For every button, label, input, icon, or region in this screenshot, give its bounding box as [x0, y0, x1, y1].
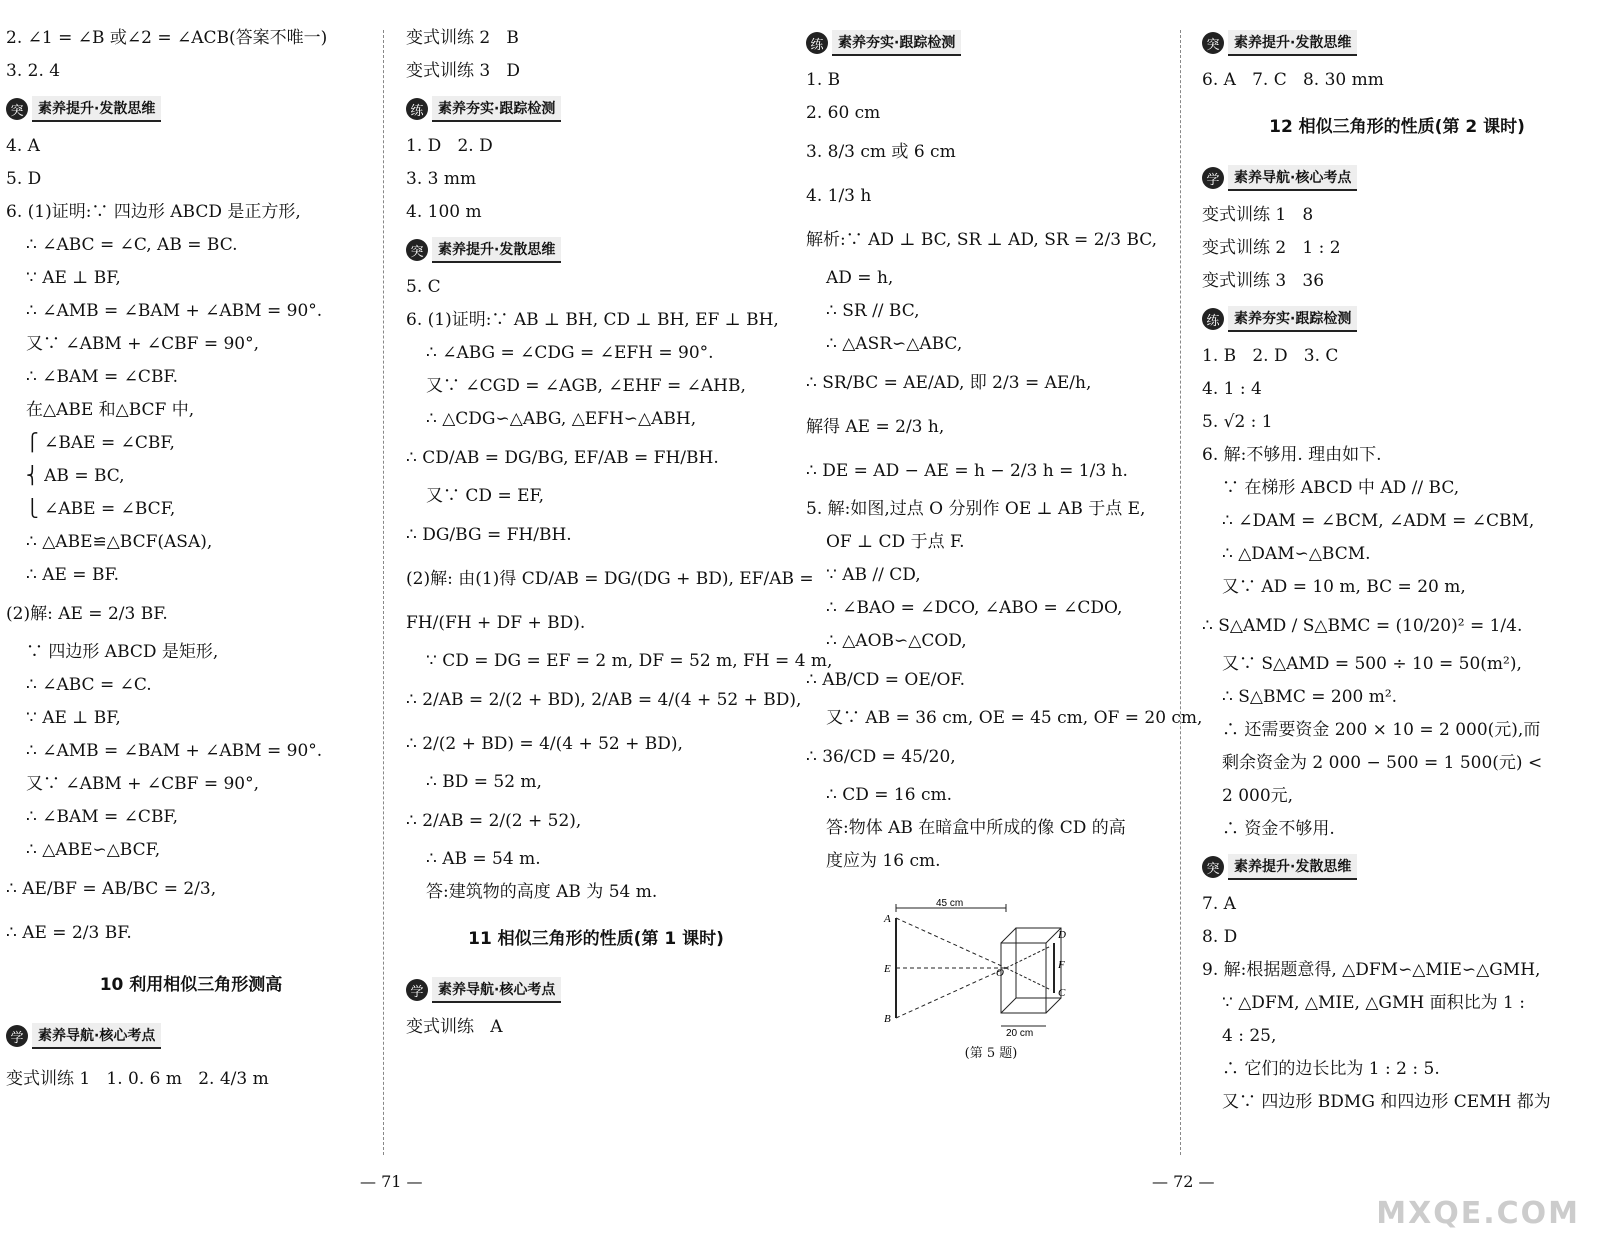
answer-line: 又∵ AB = 36 cm, OE = 45 cm, OF = 20 cm, [826, 708, 1203, 728]
answer-line: 答:物体 AB 在暗盒中所成的像 CD 的高 [826, 818, 1126, 838]
point-label: E [884, 963, 891, 975]
answer-line: ∴ 还需要资金 200 × 10 = 2 000(元),而 [1222, 720, 1541, 740]
section-header [1202, 26, 1592, 60]
answer-line: ∴ ∠BAO = ∠DCO, ∠ABO = ∠CDO, [826, 598, 1123, 618]
answer-line: 4 : 25, [1222, 1026, 1277, 1046]
answer-line: 又∵ S△AMD = 500 ÷ 10 = 50(m²), [1222, 654, 1522, 674]
answer-line: 解得 AE = 2/3 h, [806, 417, 945, 437]
answer-line: ∴ S△AMD / S△BMC = (10/20)² = 1/4. [1202, 616, 1523, 636]
answer-line: FH/(FH + DF + BD). [406, 613, 586, 633]
answer-line: 2 000元, [1222, 786, 1294, 806]
section-header [1202, 850, 1592, 884]
answer-line: ∴ AE/BF = AB/BC = 2/3, [6, 879, 217, 899]
answer-line: ∵ AE ⊥ BF, [26, 268, 121, 288]
answer-line: 6. (1)证明:∵ 四边形 ABCD 是正方形, [6, 202, 301, 222]
answer-line: AD = h, [826, 268, 894, 288]
section-header-label: 素养夯实·跟踪检测 [1228, 306, 1357, 332]
column-divider [383, 30, 385, 1155]
section-badge-icon: 突 [6, 98, 28, 120]
answer-line: ∴ 它们的边长比为 1 : 2 : 5. [1222, 1059, 1440, 1079]
answer-line: 4. 1/3 h [806, 186, 872, 206]
answer-line: 解析:∵ AD ⊥ BC, SR ⊥ AD, SR = 2/3 BC, [806, 230, 1158, 250]
answer-line: ∴ DG/BG = FH/BH. [406, 525, 572, 545]
section-header-label: 素养提升·发散思维 [432, 237, 561, 263]
answer-line: ∴ △ABE≌△BCF(ASA), [26, 532, 213, 552]
answer-line: 2. ∠1 = ∠B 或∠2 = ∠ACB(答案不唯一) [6, 28, 328, 48]
answer-line: ∴ ∠DAM = ∠BCM, ∠ADM = ∠CBM, [1222, 511, 1535, 531]
column-3 [806, 22, 1203, 878]
answer-line: ⎩ ∠ABE = ∠BCF, [26, 499, 176, 519]
point-label: A [884, 913, 891, 925]
answer-line: ∴ 2/AB = 2/(2 + BD), 2/AB = 4/(4 + 52 + BD), [406, 690, 802, 710]
answer-line: ∴ AE = 2/3 BF. [6, 923, 132, 943]
section-header-label: 素养夯实·跟踪检测 [832, 30, 961, 56]
answer-line: ∴ S△BMC = 200 m². [1222, 687, 1398, 707]
answer-line: 5. 解:如图,过点 O 分别作 OE ⊥ AB 于点 E, [806, 499, 1146, 519]
answer-line: 4. A [6, 136, 40, 156]
section-header [406, 973, 786, 1007]
section-badge-icon: 突 [1202, 856, 1224, 878]
watermark: MXQE.COM [1376, 1196, 1580, 1231]
answer-line: ∴ ∠BAM = ∠CBF. [26, 367, 178, 387]
answer-line: ∴ SR // BC, [826, 301, 920, 321]
section-badge-icon: 突 [406, 239, 428, 261]
page-number-right: — 72 — [1152, 1172, 1215, 1191]
answer-line: 又∵ CD = EF, [426, 486, 545, 506]
answer-line: 9. 解:根据题意得, △DFM∽△MIE∽△GMH, [1202, 960, 1541, 980]
section-header-label: 素养提升·发散思维 [1228, 854, 1357, 880]
section-header-label: 素养夯实·跟踪检测 [432, 96, 561, 122]
answer-line: 又∵ AD = 10 m, BC = 20 m, [1222, 577, 1466, 597]
answer-line: ∴ ∠ABG = ∠CDG = ∠EFH = 90°. [426, 343, 714, 363]
answer-line: 4. 100 m [406, 202, 482, 222]
answer-line: ∴ AB/CD = OE/OF. [806, 670, 965, 690]
answer-line: 8. D [1202, 927, 1238, 947]
section-badge-icon: 学 [406, 979, 428, 1001]
figure-5 [806, 888, 1176, 1061]
answer-line: 变式训练 2 B [406, 28, 519, 48]
answer-line: ∴ BD = 52 m, [426, 772, 542, 792]
answer-line: 3. 3 mm [406, 169, 477, 189]
answer-line: 度应为 16 cm. [826, 851, 941, 871]
answer-line: ∴ 36/CD = 45/20, [806, 747, 956, 767]
answer-line: 6. (1)证明:∵ AB ⊥ BH, CD ⊥ BH, EF ⊥ BH, [406, 310, 779, 330]
answer-line: 3. 8/3 cm 或 6 cm [806, 142, 956, 162]
figure-caption: (第 5 题) [964, 1046, 1018, 1061]
answer-line: 在△ABE 和△BCF 中, [26, 400, 195, 420]
answer-line: ∴ ∠ABC = ∠C. [26, 675, 152, 695]
answer-line: ∴ ∠BAM = ∠CBF, [26, 807, 178, 827]
answer-line: 2. 60 cm [806, 103, 881, 123]
answer-line: 又∵ ∠ABM + ∠CBF = 90°, [26, 774, 260, 794]
answer-line: ∴ 2/(2 + BD) = 4/(4 + 52 + BD), [406, 734, 683, 754]
dimension-label: 45 cm [936, 898, 964, 909]
answer-line: ∴ AE = BF. [26, 565, 120, 585]
answer-line: ∴ △ASR∽△ABC, [826, 334, 963, 354]
section-badge-icon: 学 [1202, 167, 1224, 189]
answer-line: 变式训练 A [406, 1017, 503, 1037]
answer-line: 剩余资金为 2 000 − 500 = 1 500(元) < [1222, 753, 1543, 773]
section-badge-icon: 学 [6, 1025, 28, 1047]
section-header-label: 素养导航·核心考点 [32, 1023, 161, 1049]
answer-line: ⎧ ∠BAE = ∠CBF, [26, 433, 175, 453]
section-header-label: 素养提升·发散思维 [1228, 30, 1357, 56]
answer-line: 1. B 2. D 3. C [1202, 346, 1339, 366]
answer-line: ∵ △DFM, △MIE, △GMH 面积比为 1 : [1222, 993, 1525, 1013]
point-label: B [884, 1013, 891, 1025]
answer-line: 1. D 2. D [406, 136, 493, 156]
answer-line: ∴ 2/AB = 2/(2 + 52), [406, 811, 582, 831]
answer-line: 变式训练 3 36 [1202, 271, 1325, 291]
answer-line: ∴ △AOB∽△COD, [826, 631, 967, 651]
answer-line: ∴ CD/AB = DG/BG, EF/AB = FH/BH. [406, 448, 719, 468]
answer-line: ∴ CD = 16 cm. [826, 785, 952, 805]
column-4 [1202, 22, 1592, 1119]
answer-line: ∵ AB // CD, [826, 565, 921, 585]
answer-line: 5. D [6, 169, 42, 189]
answer-line: ∵ 四边形 ABCD 是矩形, [26, 642, 219, 662]
answer-line: 7. A [1202, 894, 1236, 914]
lesson-title: 10 利用相似三角形测高 [99, 975, 283, 995]
answer-line: 答:建筑物的高度 AB 为 54 m. [426, 882, 658, 902]
answer-line: ∴ ∠ABC = ∠C, AB = BC. [26, 235, 238, 255]
answer-line: 3. 2. 4 [6, 61, 61, 81]
point-label: C [1058, 987, 1066, 999]
answer-line: (2)解: 由(1)得 CD/AB = DG/(DG + BD), EF/AB = [406, 569, 814, 589]
answer-line: ∴ ∠AMB = ∠BAM + ∠ABM = 90°. [26, 301, 323, 321]
answer-line: 5. √2 : 1 [1202, 412, 1273, 432]
column-1 [6, 22, 376, 1101]
section-header-label: 素养导航·核心考点 [1228, 165, 1357, 191]
answer-line: 1. B [806, 70, 841, 90]
section-badge-icon: 练 [406, 98, 428, 120]
answer-line: ∴ ∠AMB = ∠BAM + ∠ABM = 90°. [26, 741, 323, 761]
section-header-label: 素养导航·核心考点 [432, 977, 561, 1003]
column-divider [1180, 30, 1182, 1155]
dimension-label: 20 cm [1006, 1028, 1034, 1038]
answer-line: 变式训练 1 8 [1202, 205, 1314, 225]
page-number-left: — 71 — [360, 1172, 423, 1191]
point-label: D [1058, 929, 1066, 941]
answer-line: 5. C [406, 277, 441, 297]
answer-line: ⎨ AB = BC, [26, 466, 125, 486]
section-header [1202, 302, 1592, 336]
lesson-title: 12 相似三角形的性质(第 2 课时) [1269, 117, 1525, 137]
section-header-label: 素养提升·发散思维 [32, 96, 161, 122]
section-badge-icon: 突 [1202, 32, 1224, 54]
answer-line: 变式训练 3 D [406, 61, 521, 81]
dark-box-diagram [866, 898, 1126, 1038]
answer-line: OF ⊥ CD 于点 F. [826, 532, 965, 552]
answer-line: 变式训练 1 1. 0. 6 m 2. 4/3 m [6, 1069, 269, 1089]
answer-line: ∴ DE = AD − AE = h − 2/3 h = 1/3 h. [806, 461, 1128, 481]
answer-line: ∵ CD = DG = EF = 2 m, DF = 52 m, FH = 4 m, [426, 651, 833, 671]
section-badge-icon: 练 [1202, 308, 1224, 330]
answer-line: ∵ 在梯形 ABCD 中 AD // BC, [1222, 478, 1460, 498]
section-header [1202, 161, 1592, 195]
answer-line: ∴ △DAM∽△BCM. [1222, 544, 1371, 564]
lesson-title: 11 相似三角形的性质(第 1 课时) [468, 929, 724, 949]
point-label: O [996, 967, 1004, 979]
section-header [806, 26, 1176, 60]
answer-line: ∴ SR/BC = AE/AD, 即 2/3 = AE/h, [806, 373, 1092, 393]
answer-line: 又∵ 四边形 BDMG 和四边形 CEMH 都为 [1222, 1092, 1551, 1112]
answer-line: 又∵ ∠CGD = ∠AGB, ∠EHF = ∠AHB, [426, 376, 746, 396]
answer-line: 又∵ ∠ABM + ∠CBF = 90°, [26, 334, 260, 354]
section-header [6, 1019, 376, 1053]
answer-line: ∴ △CDG∽△ABG, △EFH∽△ABH, [426, 409, 697, 429]
point-label: F [1058, 959, 1065, 971]
section-badge-icon: 练 [806, 32, 828, 54]
section-header [406, 233, 786, 267]
section-header [406, 92, 786, 126]
answer-line: 6. A 7. C 8. 30 mm [1202, 70, 1384, 90]
answer-line: (2)解: AE = 2/3 BF. [6, 604, 168, 624]
section-header [6, 92, 376, 126]
answer-line: ∴ △ABE∽△BCF, [26, 840, 161, 860]
answer-line: ∴ AB = 54 m. [426, 849, 541, 869]
answer-line: 6. 解:不够用. 理由如下. [1202, 445, 1382, 465]
answer-line: 4. 1 : 4 [1202, 379, 1262, 399]
answer-line: ∴ 资金不够用. [1222, 819, 1335, 839]
answer-line: 变式训练 2 1 : 2 [1202, 238, 1341, 258]
answer-line: ∵ AE ⊥ BF, [26, 708, 121, 728]
